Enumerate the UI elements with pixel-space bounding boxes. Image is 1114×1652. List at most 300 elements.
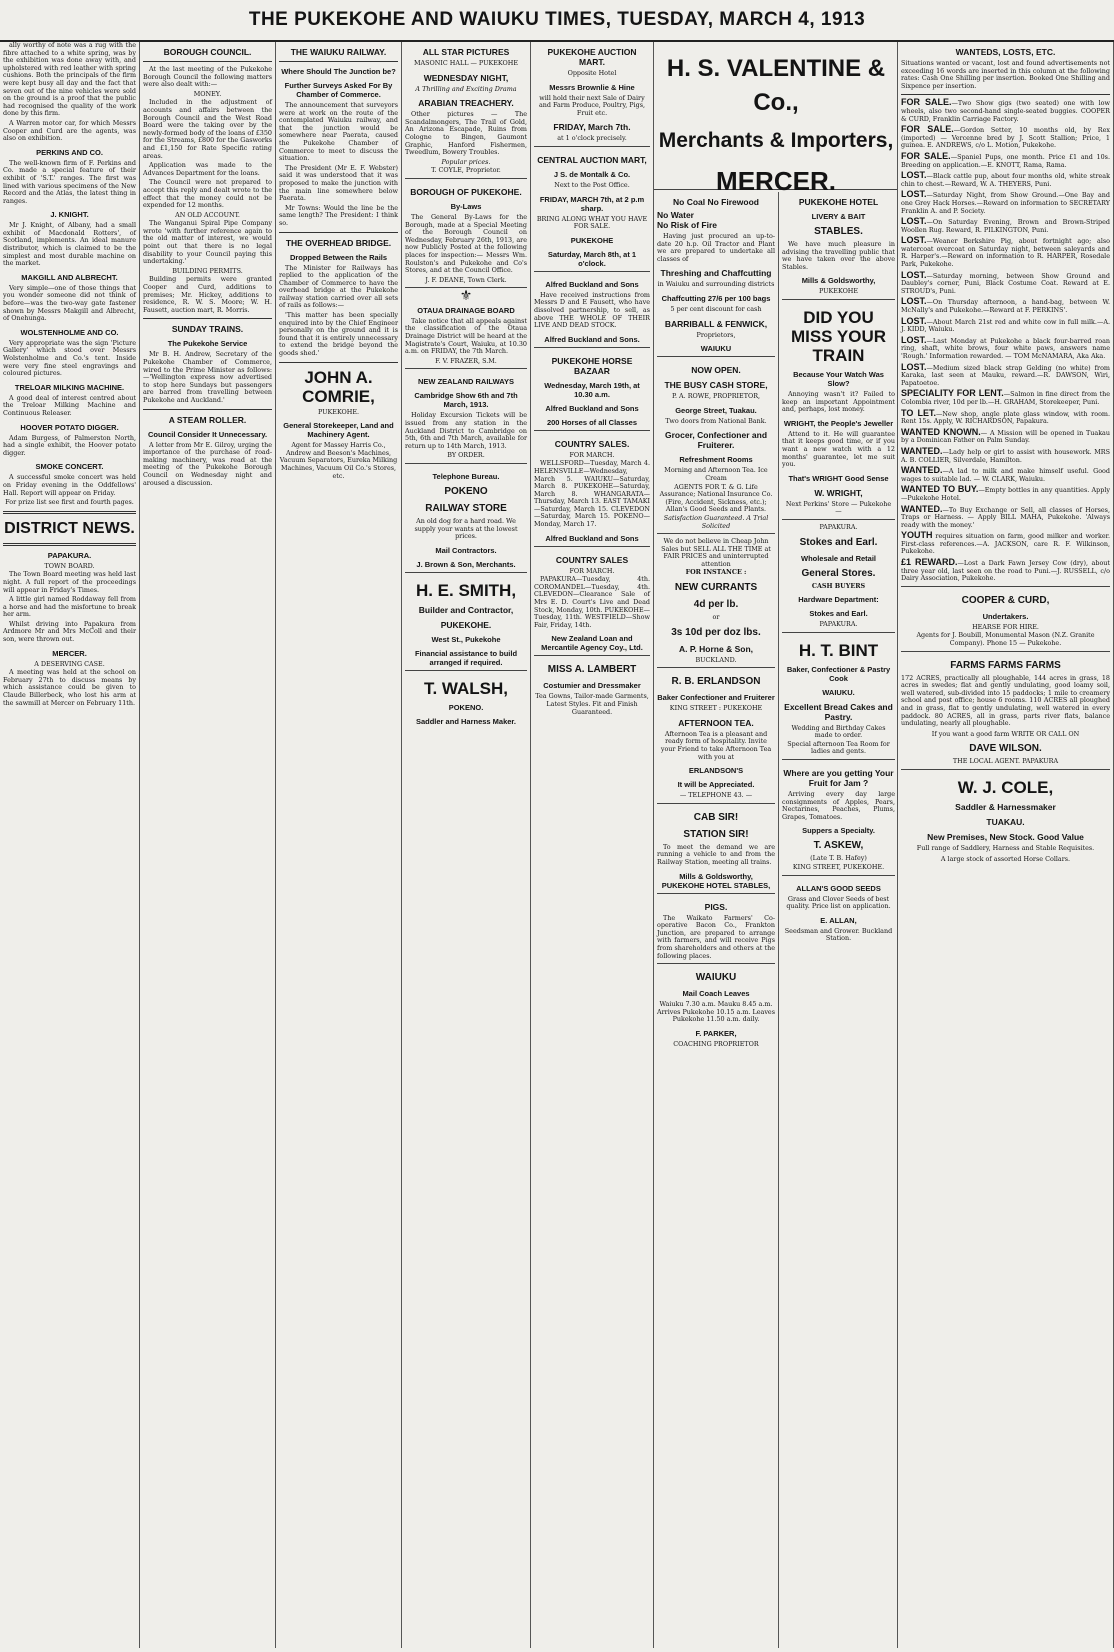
advert-text: Mills & Goldsworthy,: [801, 276, 876, 286]
advert-text: Morning and Afternoon Tea. Ice Cream: [664, 466, 768, 482]
advert-title: BARRIBALL & FENWICK,: [664, 318, 768, 329]
advert-text: Next Perkins' Store — Pukekohe —: [785, 499, 892, 516]
advert-text: By-Laws: [450, 201, 482, 211]
advert-text: Have received instructions from Messrs D and E Fausett, who have dissolved partnership, to sell, as above THE WHOLE OF THEIR LIVE AND DEAD STOCK.: [534, 290, 650, 330]
advert-title: WAIUKU: [695, 972, 737, 984]
advert-text: A. P. Horne & Son,: [679, 643, 753, 654]
section-heading: HOOVER POTATO DIGGER.: [20, 422, 119, 432]
advert-title: MISS A. LAMBERT: [547, 664, 637, 676]
advert-title: Alfred Buckland and Sons.: [544, 334, 640, 344]
section-heading: SUNDAY TRAINS.: [171, 324, 244, 335]
advert-title: STATION SIR!: [683, 828, 749, 840]
article-text: Application was made to the Advances Department for the loans.: [143, 161, 272, 177]
advert-text: W. WRIGHT,: [814, 487, 863, 498]
advert-title: DAVE WILSON.: [969, 743, 1042, 755]
classified-lead: WANTED KNOWN.: [901, 426, 981, 437]
advert-title: POKENO: [444, 486, 488, 497]
advert-title: General Stores.: [801, 567, 876, 579]
article-text: Included in the adjustment of accounts and affairs between the Borough Council and the West Road Board were the taking over by the newly-formed body of the loans of £350 for the Streams, £800 for the Gasworks and £1,150 for Rate Specific rating areas.: [143, 98, 272, 160]
classified-body: —A lad to milk and make himself useful. Good wages to suitable lad. — W. CLARK, Waiuku.: [901, 467, 1110, 483]
advert-text: The General By-Laws for the Borough, made at a Special Meeting of the Borough Council on Wednesday, February 26th, 1913, are now Publicly Posted at the following places for inspection:— Messrs Wm. Roulston's and Pukekohe and Co's Stores, and at the Council Office.: [405, 212, 527, 275]
advert-title: OTAUA DRAINAGE BOARD: [417, 305, 515, 315]
classified-item: [901, 150, 1110, 169]
advert-text: It will be Appreciated.: [677, 780, 755, 790]
advert-text: Messrs Brownlie & Hine: [549, 82, 635, 92]
article-text: The Minister for Railways has replied to the application of the Chamber of Commerce to have the overhead bridge at the Pukekohe railway station carried over all sets of rails as follows:—: [279, 263, 398, 310]
advert-text: WELLSFORD—Tuesday, March 4. HELENSVILLE—Wednesday, March 5. WAIUKU—Saturday, March 8. PUKEKOHE—Saturday, March 8. WHANGARATA—Thursday, March 13. EAST TAMAKI—Saturday, March 15. CLEVEDON—Saturday, March 15. POKENO—Monday, March 17.: [534, 459, 650, 529]
advert-text: LIVERY & BAIT: [811, 212, 866, 221]
article-text: At the last meeting of the Pukekohe Borough Council the following matters were also dealt with:—: [143, 65, 272, 89]
section-heading: TRELOAR MILKING MACHINE.: [14, 382, 125, 392]
section-heading: PERKINS AND CO.: [36, 147, 103, 157]
classified-lead: WANTED TO BUY.: [901, 484, 979, 495]
section-subheading: MONEY.: [193, 89, 222, 98]
advert-text: FOR MARCH.: [569, 450, 615, 459]
section-subheading: AN OLD ACCOUNT.: [175, 210, 240, 219]
classified-body: — A Mission will be opened in Tuakau by a Dominican Father on Palm Sunday.: [901, 428, 1110, 445]
classified-lead: LOST.: [901, 296, 927, 307]
advert-title: ALL STAR PICTURES: [422, 47, 510, 57]
section-subheading: Where Should The Junction be?: [281, 67, 396, 76]
advert-text: Wholesale and Retail: [800, 553, 877, 563]
advert-text: Baker, Confectioner & Pastry Cook: [786, 664, 891, 683]
classified-item: [901, 407, 1111, 426]
advert-text: J. Brown & Son, Merchants.: [416, 559, 516, 569]
classified-body: —Black cattle pup, about four months old, white streak chin to chest.—Reward, W. A. THEYERS, Puni.: [901, 172, 1110, 188]
advert-text: Holiday Excursion Tickets will be issued from any station in the Auckland District to Cambridge on 5th, 6th and 7th March, available for return up to 14th March, 1913.: [405, 411, 527, 450]
advert-title: Stokes and Earl.: [799, 536, 878, 548]
advert-text: Saturday, March 8th, at 1 o'clock.: [547, 249, 637, 268]
advert-text: Attend to it. He will guarantee that it keeps good time, or if you want a new watch with a 12 months' guarantee, let me suit you.: [782, 429, 895, 469]
advert-text: Costumier and Dressmaker: [543, 681, 641, 691]
advert-text: Wedding and Birthday Cakes made to order.: [791, 723, 886, 740]
advert-text: Mail Coach Leaves: [682, 989, 750, 999]
advert-title: PUKEKOHE HORSE BAZAAR: [551, 355, 633, 376]
advert-title: NEW ZEALAND RAILWAYS: [418, 377, 514, 387]
column-6-right: [779, 192, 898, 1648]
section-heading: SMOKE CONCERT.: [35, 462, 104, 472]
advert-text: J S. de Montalk & Co.: [553, 169, 631, 179]
article-text: Mr B. H. Andrew, Secretary of the Pukekohe Chamber of Commerce, wired to the Prime Minister as follows:—'Wellington express now advertised to stop here Sundays but passengers are barred from travelling between Pukekohe and Auckland.': [143, 350, 272, 404]
advert-title: BOROUGH OF PUKEKOHE.: [410, 186, 522, 197]
advert-title: No Water: [657, 210, 694, 220]
advert-title: T. ASKEW,: [813, 840, 864, 852]
advert-text: — TELEPHONE 43. —: [679, 791, 753, 800]
advert-text: Mills & Goldsworthy, PUKEKOHE HOTEL STABLES,: [661, 871, 771, 890]
advert-title: COUNTRY SALES: [555, 554, 629, 565]
advert-text: Hardware Department:: [798, 595, 879, 605]
advert-text: Mail Contractors.: [435, 545, 497, 555]
masthead: THE PUKEKOHE AND WAIUKU TIMES, TUESDAY, MARCH 4, 1913: [0, 0, 1114, 42]
classified-lead: FOR SALE.: [901, 150, 951, 161]
advert-text: George Street, Tuakau.: [675, 405, 757, 415]
classified-body: —Gordon Setter, 10 months old, by Rex (imported) — Vercenne bred by J. Scott Stallion; Price, 1 guinea. E. ANDREWS, c/o L. Motion, Pukekohe.: [901, 126, 1110, 150]
advert-text: Saddler & Harnessmaker: [955, 801, 1056, 812]
article-text: A little girl named Roddaway fell from a horse and had the misfortune to break her arm.: [3, 595, 136, 619]
article-text: Adam Burgess, of Palmerston North, had a single exhibit, the Hoover potato digger.: [3, 433, 136, 457]
article-text: Building permits were granted Cooper and Curd, additions to premises; Mr. Hickey, additions to residence, R. W. S. Moore; W. H. Fausett, auction mart, R. Morris.: [143, 275, 272, 314]
advert-text: Saddler and Harness Maker.: [415, 716, 517, 726]
article-text: The President (Mr E. F. Webster) said it was understood that it was proposed to make the junction with the main line somewhere below Paerata.: [279, 163, 398, 203]
advert-text: PUKEKOHE: [570, 235, 614, 245]
advert-title: Where are you getting Your Fruit for Jam ?: [783, 768, 894, 789]
classified-lead: TO LET.: [901, 407, 936, 418]
classified-terms: Situations wanted or vacant, lost and found advertisements not exceeding 16 words are inserted in this column at the following rates: Cash One Shilling per insertion. Booked One Shilling and Sixpence per insertion.: [901, 59, 1110, 90]
advert-text: Opposite Hotel: [567, 69, 617, 77]
advert-text: An old dog for a hard road. We supply your wants at the lowest prices.: [414, 517, 518, 541]
advert-title: RAILWAY STORE: [425, 503, 507, 514]
section-subheading: BUILDING PERMITS.: [172, 266, 243, 275]
advert-text: WAIUKU.: [822, 687, 855, 697]
advert-text: Tea Gowns, Tailor-made Garments, Latest Styles. Fit and Finish Guaranteed.: [535, 692, 649, 716]
advert-text: ERLANDSON'S: [688, 766, 744, 776]
advert-text: That's WRIGHT Good Sense: [788, 473, 889, 483]
advert-text: Suppers a Specialty.: [802, 826, 875, 836]
advert-text: Popular prices.: [441, 157, 491, 166]
classified-lead: WANTED.: [901, 503, 943, 514]
article-text: A successful smoke concert was held on Friday evening in the Oddfellows' Hall. Report will appear on Friday.: [3, 473, 136, 497]
classified-item: [901, 486, 1110, 502]
advert-text: Arriving every day large consignments of Apples, Pears, Nectarines, Peaches, Plums, Grapes, Tomatoes.: [782, 790, 895, 821]
classified-item: [901, 126, 1110, 150]
advert-text: AGENTS FOR T. & G. Life Assurance; National Insurance Co. (Fire, Accident, Sickness, etc.); Allan's Good Seeds and Plants.: [659, 482, 773, 514]
advert-text: We have much pleasure in advising the travelling public that we have taken over the above Stables.: [782, 240, 895, 271]
advert-text: Full range of Saddlery, Harness and Stable Requisites.: [916, 843, 1095, 852]
advert-text: Agent for Massey Harris Co., Andrew and Beeson's Machines, Vacuum Separators, Eureka Milking Machines, Vacuum Oil Co.'s Stores, etc.: [279, 441, 398, 480]
advert-title: R. B. ERLANDSON: [671, 676, 761, 688]
advert-text: in Waiuku and surrounding districts: [657, 280, 775, 289]
advert-title: MERCER.: [716, 166, 836, 196]
classified-body: —On Thursday afternoon, a hand-bag, between W. McNally's and Pukekohe.—Reward at F. PERKINS'.: [901, 298, 1110, 315]
section-subheading: The Pukekohe Service: [167, 339, 248, 349]
section-subheading: Council Consider It Unnecessary.: [147, 429, 268, 439]
advert-title: STABLES.: [814, 226, 863, 237]
classified-body: —About March 21st red and white cow in full milk.—A. J. KIDD, Waiuku.: [901, 317, 1110, 334]
advert-text: NOW OPEN.: [691, 365, 741, 376]
advert-text: Waiuku 7.30 a.m. Mauku 8.45 a.m. Arrives Pukekohe 10.15 a.m. Leaves Pukekohe 11.50 a.m. daily.: [657, 1000, 775, 1024]
advert-text: A large stock of assorted Horse Collars.: [940, 854, 1071, 863]
article-text: ally worthy of note was a rug with the fibre attached to a white spring, was by the exhibition was done away with, and upholstered with red leather with spring cushions. Both the principals of the firm were kept busy all day and the fact that seven out of the nine vehicles were sold on the ground is a proof that the public had recognised the quality of the work done by this firm.: [3, 42, 136, 118]
advert-text: We do not believe in Cheap John Sales but SELL ALL THE TIME at FAIR PRICES and uninterrupted attention: [661, 537, 771, 568]
advert-text: Builder and Contractor,: [418, 604, 514, 615]
classified-lead: LOST.: [901, 235, 927, 246]
advert-text: PUKEKOHE: [818, 287, 859, 296]
advert-text: Cambridge Show 6th and 7th March, 1913.: [414, 391, 518, 410]
article-text: A Warren motor car, for which Messrs Cooper and Curd are the agents, was also on exhibition.: [3, 118, 136, 143]
column-6-left: [654, 192, 779, 1648]
classified-body: —Weaner Berkshire Pig, about fortnight ago; also watercoat overcoat on Saturday night, between saleyards and R. Harper's.—Reward on information to R. HARPER, Rosedale Park, Pukekohe.: [901, 237, 1110, 269]
advert-title: PIGS.: [704, 901, 728, 912]
advert-text: F. V. FRAZER, S.M.: [435, 356, 497, 365]
classified-body: —Spaniel Pups, one month. Price £1 and 10s. Breeding on application.—E. KNOTT, Rama, Rama.: [901, 152, 1110, 169]
classified-lead: FOR SALE.: [901, 97, 952, 108]
classified-item: [901, 172, 1110, 188]
valentine-advert: [654, 42, 898, 196]
advert-text: PUKEKOHE.: [440, 619, 492, 630]
advert-text: Grocer, Confectioner and Fruiterer.: [664, 430, 768, 451]
classified-body: requires situation on farm, good milker and worker. First-class references.—A. JACKSON, care R. F. Wilkinson, Pukekohe.: [901, 532, 1110, 556]
advert-text: Satisfaction Guaranteed. A Trial Solicited: [663, 513, 769, 530]
section-heading: PAPAKURA.: [47, 550, 92, 560]
advert-title: PUKEKOHE HOTEL: [798, 197, 879, 207]
classified-item: [901, 269, 1110, 296]
section-subheading: A DESERVING CASE.: [34, 659, 105, 668]
article-text: A good deal of interest centred about the Treloar Milking Machine and Continuous Releaser.: [3, 393, 136, 417]
advert-title: Merchants & Importers,: [658, 129, 894, 152]
section-heading: J. KNIGHT.: [50, 210, 89, 220]
column-4: [402, 42, 531, 1648]
advert-title: CAB SIR!: [693, 811, 739, 823]
classified-lead: SPECIALITY FOR LENT.: [901, 388, 1004, 399]
classified-lead: WANTED.: [901, 465, 943, 476]
advert-text: E. ALLAN,: [820, 915, 857, 925]
district-news-heading: DISTRICT NEWS.: [4, 519, 135, 537]
column-3: [276, 42, 402, 1648]
advert-text: Grass and Clover Seeds of best quality. Price list on application.: [786, 894, 891, 911]
advert-text: General Storekeeper, Land and Machinery Agent.: [283, 421, 394, 440]
advert-text: A Thrilling and Exciting Drama: [415, 84, 517, 93]
classified-lead: LOST.: [901, 269, 927, 280]
article-text: The Council were not prepared to accept this reply and dealt wrote to the effect that the money could not be expended for 12 months.: [143, 178, 272, 210]
advert-text: 172 ACRES, practically all ploughable, 144 acres in grass, 18 acres in swedes; flat and gently undulating, good loamy soil, well watered, sub-divided into 15 paddocks; 1 mile to creamery school and post office; house 6 rooms. 110 ACRES all ploughed and in grass, flat to gently undulating, well watered in every paddock. 80 ACRES, all in grass, parts river flats, balance undulating, nearly all ploughable.: [901, 673, 1110, 728]
classified-item: [901, 426, 1110, 445]
classified-item: [901, 503, 1110, 530]
column-1: [0, 42, 140, 1648]
classified-lead: WANTED.: [901, 445, 943, 456]
advert-text: West St., Pukekohe: [431, 634, 501, 644]
advert-text: TUAKAU.: [986, 816, 1025, 827]
advert-text: WEDNESDAY NIGHT,: [423, 72, 509, 83]
classified-body: —Last Monday at Pukekohe a black four-barred roan ring, shaft, white brows, four white paws, answers name 'Rough.' Information rewarded. — TOM McNAMARA, Aka Aka.: [901, 336, 1110, 360]
advert-text: Telephone Bureau.: [432, 472, 500, 481]
section-heading: BOROUGH COUNCIL.: [163, 47, 252, 57]
classified-body: —Medium sized black strap Gelding (no white) from Karaka, last seen at Mauku, reward.—R. DAWSON, Wiri, Papatoetoe.: [901, 363, 1110, 387]
advert-text: New Zealand Loan and Mercantile Agency Coy., Ltd.: [541, 634, 643, 653]
advert-title: THE BUSY CASH STORE,: [664, 380, 768, 391]
advert-title: No Risk of Fire: [657, 220, 717, 230]
advert-text: WAIUKU: [700, 344, 732, 354]
classified-item: [901, 315, 1110, 334]
classified-body: —Lady help or girl to assist with housework. MRS A. B. COLLIER, Silverdale, Hamilton.: [901, 447, 1110, 464]
advert-text: 3s 10d per doz lbs.: [671, 626, 761, 638]
advert-text: MASONIC HALL — PUKEKOHE: [413, 59, 519, 67]
classified-item: [901, 445, 1110, 464]
advert-text: BUCKLAND.: [695, 655, 737, 664]
classified-lead: FOR SALE.: [901, 124, 954, 135]
article-text: The Town Board meeting was held last night. A full report of the proceedings will appear in Friday's Times.: [3, 570, 136, 594]
advert-text: Because Your Watch Was Slow?: [793, 369, 884, 388]
advert-text: will hold their next Sale of Dairy and Farm Produce, Poultry, Pigs, Fruit etc.: [538, 93, 646, 117]
advert-text: or: [712, 613, 720, 622]
advert-text: Undertakers.: [982, 611, 1029, 621]
section-heading: THE WAIUKU RAILWAY.: [290, 47, 387, 57]
advert-text: T. COYLE, Proprietor.: [431, 166, 501, 175]
article-text: Very appropriate was the sign 'Picture Gallery' which stood over Messrs Wolstenholme and Co.'s tent. Inside were very fine steel engravings and coloured pictures.: [3, 338, 136, 378]
classified-body: —Two Show gigs (two seated) one with low wheels, also two second-hand single-seated buggies. COOPER & CURD, Franklin Carriage Factory.: [901, 99, 1110, 123]
classified-body: —To Buy Exchange or Sell, all classes of Horses, Traps or Harness. — Apply BILL MAHA, Pukekohe. 'Always ready with the money.': [901, 505, 1110, 529]
classified-body: —Saturday morning, between Show Ground and Daubley's corner, Puni, Black Costume Coat. Reward at E. STROUD's, Puni.: [901, 271, 1110, 295]
classifieds-list: [901, 99, 1110, 582]
advert-title: JOHN A. COMRIE,: [302, 367, 375, 406]
article-text: The Wanganui Spiral Pipe Company wrote 'with further reference again to the old matter of interest, we would point out that there is no legal disability to your Council paying this undertaking.': [143, 219, 272, 266]
article-text: The well-known firm of F. Perkins and Co. made a special feature of their exhibit of 'S.T.' ranges. The first was lined with various specimens of the New Record and the Atlas, the latest thing in ranges.: [3, 158, 136, 205]
column-5: [531, 42, 654, 1648]
classified-item: [901, 467, 1110, 483]
advert-text: BY ORDER.: [447, 451, 485, 460]
article-text: Very simple—one of those things that you wonder someone did not think of before—was the two-way gate fastener shown by Messrs Makgill and Albrecht, of Onehunga.: [3, 283, 136, 323]
classified-item: [901, 334, 1110, 361]
classified-lead: £1 REWARD.: [901, 557, 958, 568]
advert-text: BRING ALONG WHAT YOU HAVE FOR SALE.: [536, 214, 648, 231]
advert-text: If you want a good farm WRITE OR CALL ON: [931, 729, 1080, 738]
advert-text: WRIGHT, the People's Jeweller: [783, 418, 894, 428]
advert-text: Refreshment Rooms: [679, 455, 753, 465]
column-6: [654, 42, 898, 1648]
advert-text: Alfred Buckland and Sons: [545, 403, 639, 413]
article-text: Mr Towns: Would the line be the same length? The President: I think so.: [279, 203, 398, 227]
classified-body: —Salmon in fine direct from the Colombia river, 10d per lb.—H. GRAHAM, Storekeeper, Puni.: [901, 390, 1110, 406]
column-2: [140, 42, 276, 1648]
advert-text: POKENO.: [448, 702, 484, 712]
advert-text: P. A. ROWE, PROPRIETOR,: [671, 392, 761, 401]
advert-title: H. E. SMITH,: [415, 580, 517, 600]
advert-text: PAPAKURA.: [819, 620, 858, 629]
advert-title: T. WALSH,: [423, 678, 509, 698]
article-text: A letter from Mr E. Gilroy, urging the importance of the purchase of road-making machinery, was read at the meeting of the Pukekohe Borough Council on Wednesday night and aroused a discussion.: [143, 440, 272, 487]
classified-item: [901, 191, 1110, 215]
classified-lead: YOUTH: [901, 530, 933, 541]
column-7: [898, 42, 1114, 1648]
classified-body: —On Saturday Evening, Brown and Brown-Striped Woollen Rug. Reward, R. PILKINGTON, Puni.: [901, 218, 1110, 234]
advert-text: New Premises, New Stock. Good Value: [927, 831, 1084, 842]
advert-title: FARMS FARMS FARMS: [950, 659, 1061, 671]
advert-title: COOPER & CURD,: [961, 594, 1050, 606]
advert-text: The Waikato Farmers' Co-operative Bacon Co., Frankton Junction, are prepared to arrange with farmers, and will receive Pigs from shareholders and others at the following places.: [657, 913, 775, 960]
advert-text: Special afternoon Tea Room for ladies and gents.: [787, 739, 890, 756]
section-heading: MERCER.: [52, 648, 87, 658]
article-text: The announcement that surveyors were at work on the route of the contemplated Waiuku railway, and that the junction would be somewhere near Paerata, caused the Pukekohe Chamber of Commerce to meet to discuss the situation.: [279, 101, 398, 163]
advert-text: Stokes and Earl.: [809, 609, 868, 619]
advert-text: 4d per lb.: [693, 599, 739, 611]
advert-text: HEARSE FOR HIRE.: [972, 622, 1039, 631]
section-heading: WANTEDS, LOSTS, ETC.: [955, 47, 1056, 57]
section-subheading: TOWN BOARD.: [44, 561, 95, 570]
advert-title: CENTRAL AUCTION MART,: [537, 154, 647, 165]
advert-text: FRIDAY, MARCH 7th, at 2 p.m sharp.: [539, 194, 645, 213]
advert-text: Take notice that all appeals against the classification of the Otaua Drainage District will be heard at the Magistrate's Court, Waiuku, at 10.30 a.m. on FRIDAY, the 7th March.: [405, 316, 527, 356]
advert-text: 5 per cent discount for cash: [670, 304, 762, 313]
advert-text: COACHING PROPRIETOR: [673, 1039, 759, 1048]
advert-title: No Coal No Firewood: [673, 197, 759, 207]
classified-body: —Lost a Dark Fawn Jersey Cow (dry), about three year old, last seen on the road to Puni.—J. RUSSELL, c/o Dairy Association, Pukekohe.: [901, 559, 1110, 583]
classified-item: [901, 361, 1110, 388]
advert-title: Alfred Buckland and Sons: [545, 279, 639, 289]
section-heading: MAKGILL AND ALBRECHT.: [21, 272, 118, 282]
article-text: Mr J. Knight, of Albany, had a small exhibit of Macdonald Rotters', of Scotland, implements. An ideal manure distributor, which is claimed to be the simplest and most durable machine on the market.: [3, 221, 136, 268]
advert-text: AFTERNOON TEA.: [678, 717, 754, 728]
advert-text: Agents for J. Boubill, Monumental Mason (N.Z. Granite Company). Phone 15 — Pukekohe.: [916, 631, 1095, 648]
advert-text: To meet the demand we are running a vehicle to and from the Railway Station, meeting all trains.: [657, 842, 775, 866]
advert-text: Proprietors,: [696, 330, 736, 339]
section-subheading: Dropped Between the Rails: [289, 252, 388, 262]
advert-title: H. S. VALENTINE & Co.,: [666, 55, 886, 116]
section-subheading: Further Surveys Asked For By Chamber of Commerce.: [284, 81, 393, 99]
article-text: A meeting was held at the school on February 27th to discuss means by which assistance could be given to Claude Billerbeck, who lost his arm at the sawmill at Mercer on February 11th.: [3, 668, 136, 707]
advert-text: Next to the Post Office.: [554, 180, 630, 189]
article-text: 'This matter has been specially enquired into by the Chief Engineer personally on the ground and it is found that it is entirely unnecessary to extend the bridge beyond the goods shed.': [279, 311, 398, 358]
classified-item: [901, 99, 1110, 123]
advert-text: Wednesday, March 19th, at 10.30 a.m.: [544, 380, 640, 399]
classified-body: —Saturday Night, from Show Ground.—One Bay and one Grey Hack Horses.—Reward on information to SECRETARY Franklin A. and P. Society.: [901, 191, 1110, 215]
article-text: Whilst driving into Papakura from Ardmore Mr and Mrs McColl and their son, were thrown out.: [3, 619, 136, 644]
advert-text: THE LOCAL AGENT. PAPAKURA: [952, 757, 1059, 766]
advert-title: DID YOU MISS YOUR TRAIN: [790, 307, 887, 365]
classified-body: —Empty bottles in any quantities. Apply—Pukekohe Hotel.: [901, 486, 1110, 502]
section-heading: THE OVERHEAD BRIDGE.: [285, 237, 392, 248]
crest-icon: ⚜: [459, 288, 473, 305]
advert-text: at 1 o'clock precisely.: [557, 134, 627, 143]
advert-text: Annoying wasn't it? Failed to keep an important Appointment and, perhaps, lost money.: [782, 389, 895, 414]
classified-item: [901, 532, 1110, 556]
advert-text: PUKEKOHE.: [317, 407, 360, 416]
advert-title: COUNTRY SALES.: [554, 438, 630, 449]
classified-item: [901, 559, 1110, 583]
classified-item: [901, 390, 1110, 406]
advert-text: Having just procured an up-to-date 20 h.p. Oil Tractor and Plant we are prepared to undertake all classes of: [657, 232, 775, 263]
advert-text: KING STREET : PUKEKOHE: [669, 704, 763, 713]
advert-text: F. PARKER,: [695, 1028, 737, 1038]
section-heading: WOLSTENHOLME AND CO.: [20, 327, 119, 337]
advert-text: FOR INSTANCE :: [685, 568, 747, 577]
section-heading: A STEAM ROLLER.: [168, 414, 247, 425]
advert-text: KING STREET, PUKEKOHE.: [792, 863, 885, 872]
classified-lead: LOST.: [901, 361, 927, 372]
classified-item: [901, 218, 1110, 234]
advert-text: Financial assistance to build arranged if required.: [414, 648, 518, 667]
classified-item: [901, 237, 1110, 268]
advert-text: (Late T. B. Hafey): [810, 854, 867, 863]
advert-title: ALLAN'S GOOD SEEDS: [796, 883, 881, 893]
advert-title: H. T. BINT: [798, 640, 879, 660]
advert-text: Alfred Buckland and Sons: [545, 533, 639, 543]
classified-lead: LOST.: [901, 315, 927, 326]
advert-text: Seedsman and Grower. Buckland Station.: [784, 926, 893, 943]
advert-title: ARABIAN TREACHERY.: [418, 98, 514, 109]
advert-text: Threshing and Chaffcutting: [660, 268, 772, 279]
advert-text: PAPAKURA—Tuesday, 4th. COROMANDEL—Tuesday, 4th. CLEVEDON—Clearance Sale of Mrs E. D. Court's Live and Dead Stock, Monday, 10th. PUKEKOHE—Tuesday, 11th. WESTFIELD—Show Fair, Friday, 14th.: [534, 575, 650, 629]
classified-item: [901, 298, 1110, 314]
advert-text: Excellent Bread Cakes and Pastry.: [784, 701, 893, 722]
advert-text: Two doors from National Bank.: [665, 416, 767, 425]
advert-text: 200 Horses of all Classes: [546, 417, 638, 427]
classified-body: —New shop, angle plate glass window, with room. Rent 15s. Apply, W. RICHARDSON, Papakura.: [901, 409, 1111, 426]
advert-text: Baker Confectioner and Fruiterer: [657, 693, 775, 703]
advert-text: J. F. DEANE, Town Clerk.: [425, 275, 507, 284]
advert-text: CASH BUYERS: [811, 581, 866, 590]
classified-lead: LOST.: [901, 216, 927, 227]
advert-text: Chaffcutting 27/6 per 100 bags: [661, 293, 771, 303]
advert-text: Afternoon Tea is a pleasant and ready form of hospitality. Invite your Friend to take Afternoon Tea with you at: [660, 729, 772, 761]
classified-lead: LOST.: [901, 334, 927, 345]
advert-text: FRIDAY, March 7th.: [553, 122, 631, 133]
article-note: For prize list see first and fourth pages.: [5, 498, 134, 507]
advert-title: W. J. COLE,: [957, 777, 1054, 797]
advert-text: FOR MARCH.: [569, 566, 615, 575]
classified-lead: LOST.: [901, 170, 927, 181]
advert-text: Other pictures — The Scandalmongers, The Trail of Gold, An Arizona Escapade, Ruins from Cologne to Bingen, Gaumont Graphic, Hanford Fishermen, Tweedlum, Bowery Troubles.: [405, 110, 527, 157]
classified-lead: LOST.: [901, 189, 927, 200]
advert-title: PUKEKOHE AUCTION MART.: [547, 47, 637, 67]
